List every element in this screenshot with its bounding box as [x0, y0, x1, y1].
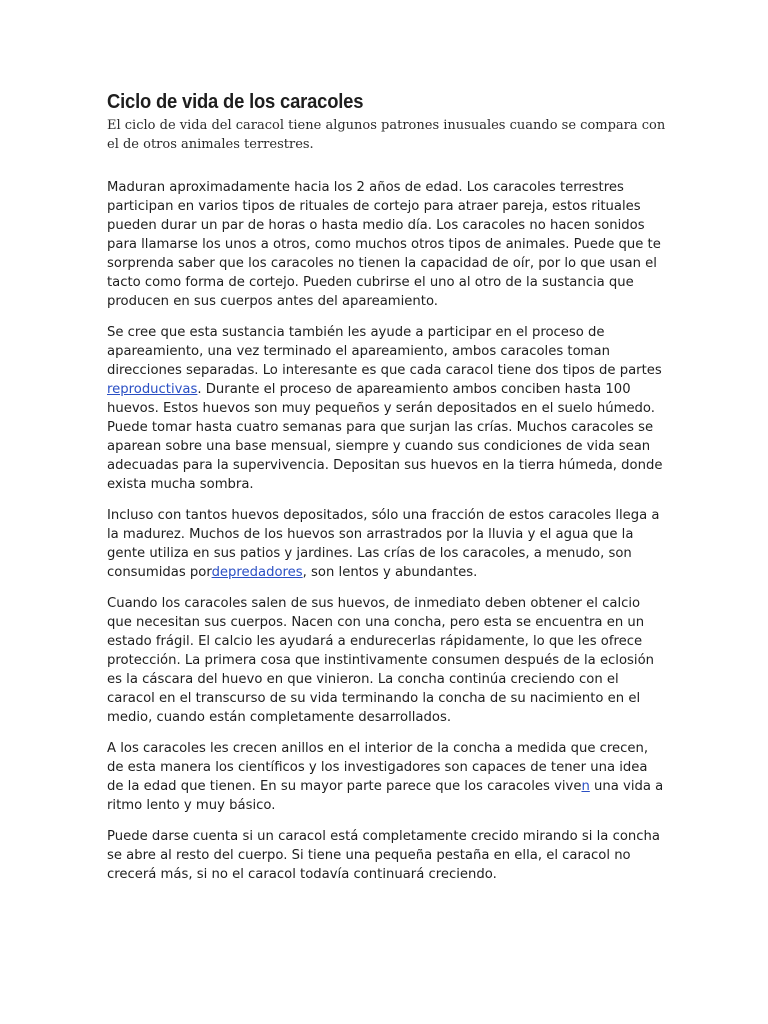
document-page: [107, 90, 667, 896]
paragraph-5-text-end: una vida a ritmo lento y muy básico.: [107, 779, 664, 813]
article-subtitle: El ciclo de vida del caracol tiene algunos patrones inusuales cuando se compara con el de otros animales terrestres.: [107, 118, 666, 152]
link-reproductivas[interactable]: reproductivas: [107, 382, 198, 397]
article-title: Ciclo de vida de los caracoles: [107, 91, 364, 113]
link-depredadores[interactable]: depredadores: [211, 565, 303, 580]
link-viven[interactable]: n: [581, 779, 590, 794]
paragraph-5-text-start: A los caracoles les crecen anillos en el interior de la concha a medida que crecen, de esta manera los científicos y los investigadores son capaces de tener una idea de la edad que tienen. En su mayor parte parece que los caracoles vive: [107, 741, 649, 794]
paragraph-3-text-start: Incluso con tantos huevos depositados, sólo una fracción de estos caracoles llega a la madurez. Muchos de los huevos son arrastrados por la lluvia y el agua que la gente utiliza en sus patios y jardines. Las crías de los caracoles, a menudo, son consumidas por: [107, 508, 660, 580]
paragraph-3-text-end: , son lentos y abundantes.: [302, 565, 478, 580]
paragraph-6: Puede darse cuenta si un caracol está completamente crecido mirando si la concha se abre al resto del cuerpo. Si tiene una pequeña pestaña en ella, el caracol no crecerá más, si no el caracol todavía continuará creciendo.: [107, 829, 660, 882]
paragraph-2-text-end: . Durante el proceso de apareamiento ambos conciben hasta 100 huevos. Estos huevos son muy pequeños y serán depositados en el suelo húmedo. Puede tomar hasta cuatro semanas para que surjan las crías. Muchos caracoles se aparean sobre una base mensual, siempre y cuando sus condiciones de vida sean adecuadas para la supervivencia. Depositan sus huevos en la tierra húmeda, donde exista mucha sombra.: [107, 382, 663, 492]
paragraph-2-text-start: Se cree que esta sustancia también les ayude a participar en el proceso de apareamiento, una vez terminado el apareamiento, ambos caracoles toman direcciones separadas. Lo interesante es que cada caracol tiene dos tipos de partes: [107, 325, 662, 378]
paragraph-1: Maduran aproximadamente hacia los 2 años de edad. Los caracoles terrestres participan en varios tipos de rituales de cortejo para atraer pareja, estos rituales pueden durar un par de horas o hasta medio día. Los caracoles no hacen sonidos para llamarse los unos a otros, como muchos otros tipos de animales. Puede que te sorprenda saber que los caracoles no tienen la capacidad de oír, por lo que usan el tacto como forma de cortejo. Pueden cubrirse el uno al otro de la sustancia que producen en sus cuerpos antes del apareamiento.: [107, 180, 661, 309]
paragraph-5: [107, 739, 667, 815]
paragraph-4: Cuando los caracoles salen de sus huevos, de inmediato deben obtener el calcio que necesitan sus cuerpos. Nacen con una concha, pero esta se encuentra en un estado frágil. El calcio les ayudará a endurecerlas rápidamente, lo que les ofrece protección. La primera cosa que instintivamente consumen después de la eclosión es la cáscara del huevo en que vinieron. La concha continúa creciendo con el caracol en el transcurso de su vida terminando la concha de su nacimiento en el medio, cuando están completamente desarrollados.: [107, 596, 655, 725]
article-body: [107, 178, 667, 884]
paragraph-3: [107, 506, 667, 582]
paragraph-2: [107, 323, 667, 494]
